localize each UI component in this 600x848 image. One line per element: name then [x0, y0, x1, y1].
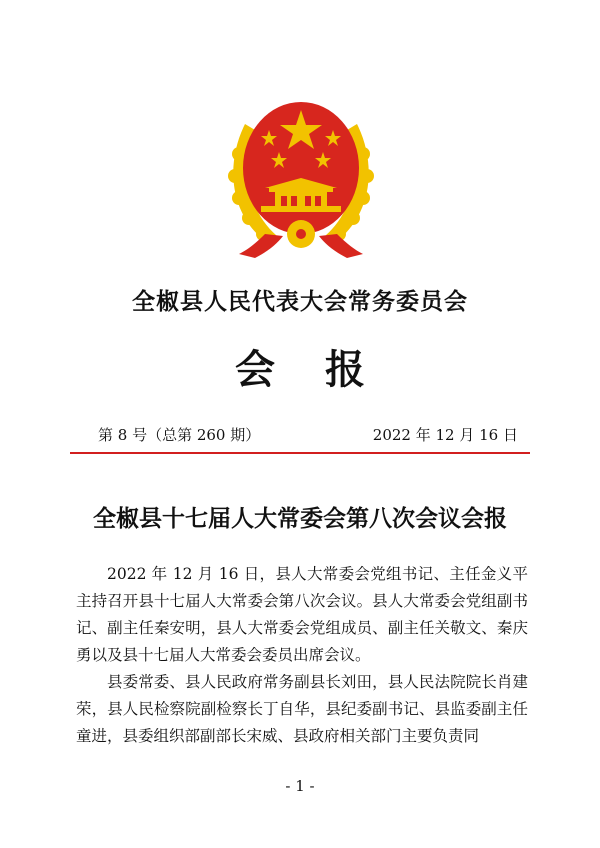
document-title: 全椒县十七届人大常委会第八次会议会报 [93, 505, 507, 532]
page-number: - 1 - [285, 777, 315, 795]
body-paragraph: 县委常委、县人民政府常务副县长刘田，县人民法院院长肖建荣，县人民检察院副检察长丁自华，县纪委副书记、县监委副主任童进，县委组织部副部长宋威、县政府相关部门主要负责同 [76, 673, 528, 745]
document-body [76, 561, 528, 750]
issue-date: 2022 年 12 月 16 日 [372, 426, 518, 444]
national-emblem-icon [225, 84, 377, 260]
issue-number: 第 8 号（总第 260 期） [98, 426, 261, 444]
organization-name: 全椒县人民代表大会常务委员会 [132, 288, 468, 315]
body-paragraph: 2022 年 12 月 16 日，县人大常委会党组书记、主任金义平主持召开县十七届人大常委会第八次会议。县人大常委会党组副书记、副主任秦安明，县人大常委会党组成员、副主任关敬文、秦庆勇以及县十七届人大常委会委员出席会议。 [76, 565, 528, 664]
red-divider [70, 452, 530, 454]
bulletin-title: 会报 [235, 346, 415, 393]
issue-info-row [98, 424, 518, 445]
